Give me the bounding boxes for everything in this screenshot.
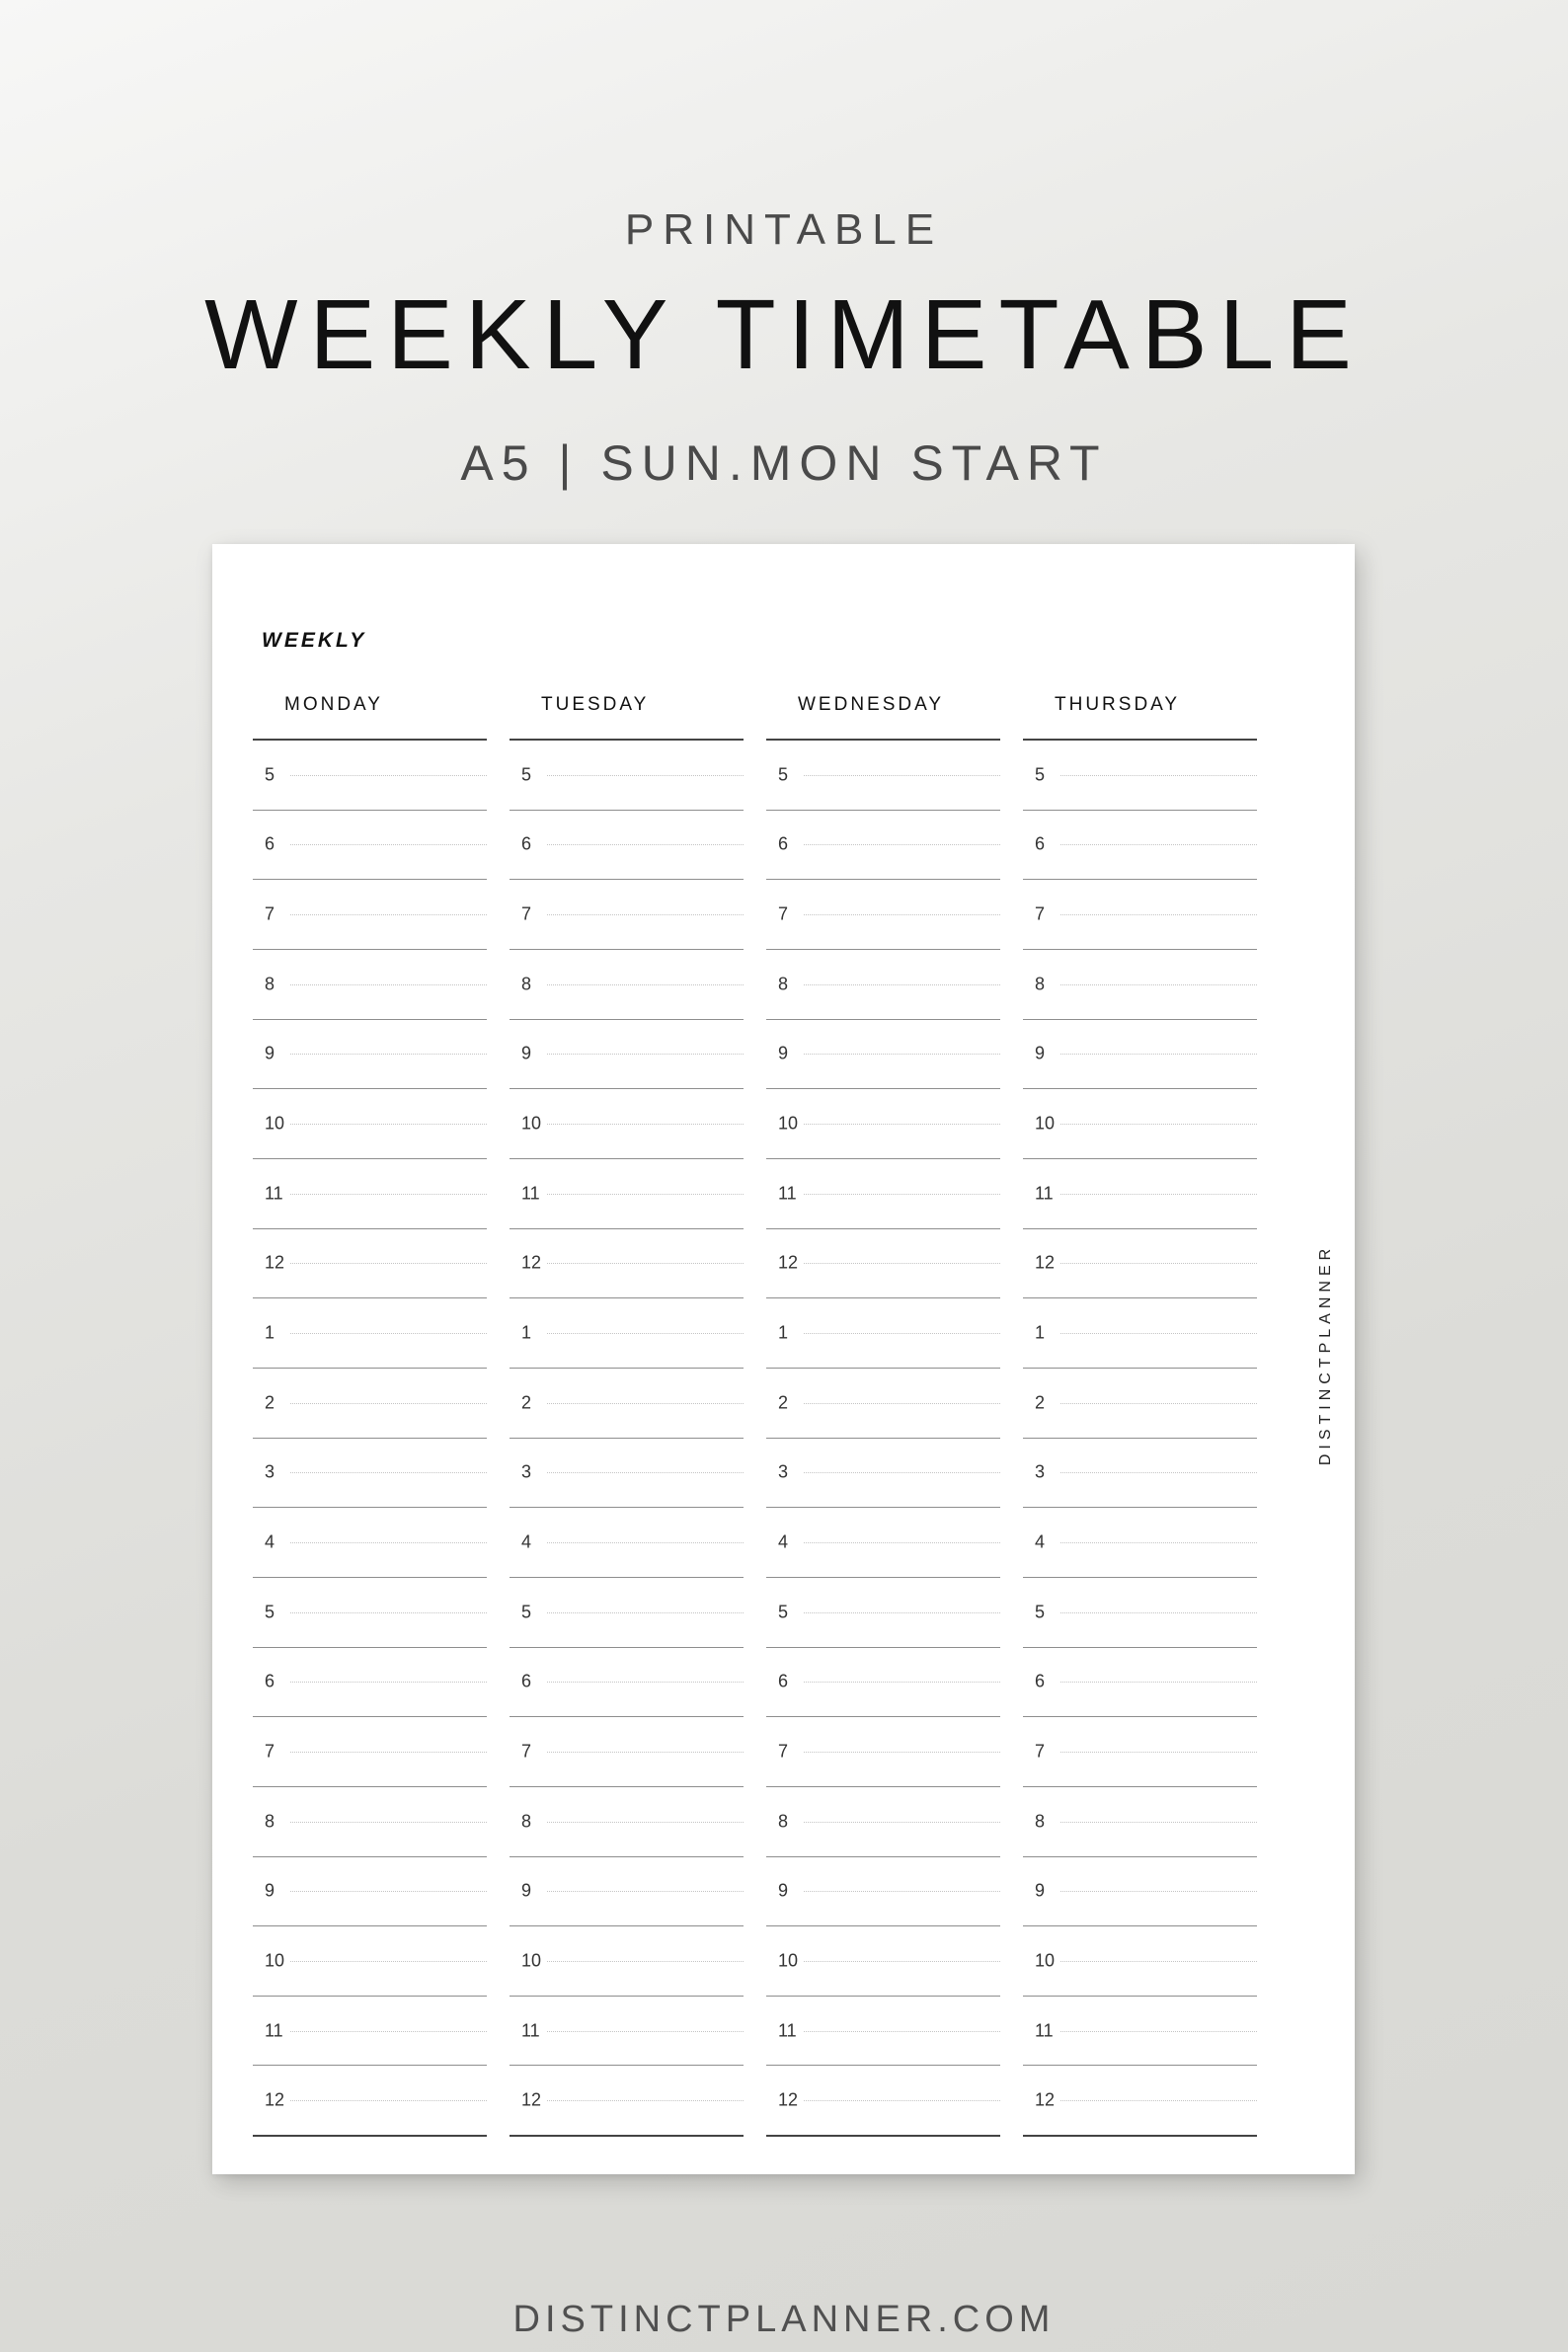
hour-slot[interactable] [510, 1508, 744, 1578]
hour-label: 11 [778, 1183, 797, 1204]
hour-slot[interactable] [253, 1159, 487, 1229]
half-hour-guide-line [290, 1263, 487, 1264]
hour-slot[interactable] [1023, 1997, 1257, 2067]
hour-slot[interactable] [253, 1020, 487, 1090]
hour-label: 7 [1035, 903, 1046, 924]
hour-label: 2 [1035, 1392, 1046, 1413]
hour-label: 5 [265, 764, 275, 785]
hour-slot[interactable] [1023, 950, 1257, 1020]
hour-slot[interactable] [766, 1578, 1000, 1648]
half-hour-guide-line [804, 1403, 1000, 1404]
half-hour-guide-line [290, 2031, 487, 2032]
hour-label: 10 [265, 1113, 285, 1134]
hour-slot[interactable] [766, 950, 1000, 1020]
hour-slot[interactable] [510, 1926, 744, 1997]
hour-label: 11 [1035, 1183, 1054, 1204]
hour-label: 3 [1035, 1461, 1046, 1482]
half-hour-guide-line [547, 1124, 744, 1125]
hour-slot[interactable] [766, 1298, 1000, 1369]
hour-label: 9 [265, 1043, 275, 1063]
hour-slot[interactable] [510, 1997, 744, 2067]
hour-label: 3 [778, 1461, 789, 1482]
day-name: THURSDAY [1055, 694, 1181, 715]
half-hour-guide-line [547, 914, 744, 915]
hour-slot[interactable] [766, 1717, 1000, 1787]
half-hour-guide-line [290, 844, 487, 845]
hour-slot[interactable] [510, 1787, 744, 1857]
half-hour-guide-line [547, 1682, 744, 1683]
half-hour-guide-line [290, 1124, 487, 1125]
hour-label: 6 [265, 1671, 275, 1691]
hour-slot[interactable] [510, 1439, 744, 1509]
hour-slot[interactable] [253, 1787, 487, 1857]
header-kicker: PRINTABLE [624, 205, 944, 254]
half-hour-guide-line [804, 844, 1000, 845]
hour-slot[interactable] [253, 1578, 487, 1648]
half-hour-guide-line [804, 1822, 1000, 1823]
half-hour-guide-line [804, 1752, 1000, 1753]
hour-slot[interactable] [253, 1926, 487, 1997]
hour-slot[interactable] [253, 1717, 487, 1787]
hour-slot[interactable] [253, 2066, 487, 2137]
half-hour-guide-line [290, 1752, 487, 1753]
half-hour-guide-line [290, 1822, 487, 1823]
half-hour-guide-line [547, 1822, 744, 1823]
hour-slot[interactable] [766, 1369, 1000, 1439]
half-hour-guide-line [1060, 1054, 1257, 1055]
half-hour-guide-line [290, 1054, 487, 1055]
hour-label: 8 [778, 974, 789, 994]
hour-slot[interactable] [253, 1997, 487, 2067]
hour-label: 10 [521, 1113, 542, 1134]
header-subtitle: A5 | SUN.MON START [460, 435, 1108, 491]
half-hour-guide-line [1060, 775, 1257, 776]
hour-label: 10 [521, 1950, 542, 1971]
half-hour-guide-line [804, 1263, 1000, 1264]
hour-label: 3 [521, 1461, 532, 1482]
half-hour-guide-line [1060, 1194, 1257, 1195]
hour-label: 11 [521, 1183, 540, 1204]
hour-slot[interactable] [766, 1159, 1000, 1229]
page-title: WEEKLY TIMETABLE [204, 279, 1364, 390]
hour-slot[interactable] [253, 1089, 487, 1159]
hour-label: 7 [265, 903, 275, 924]
hour-label: 10 [1035, 1950, 1056, 1971]
hour-slot[interactable] [510, 1020, 744, 1090]
half-hour-guide-line [290, 1194, 487, 1195]
hour-label: 11 [265, 2020, 283, 2041]
half-hour-guide-line [547, 2100, 744, 2101]
half-hour-guide-line [547, 1891, 744, 1892]
half-hour-guide-line [804, 1682, 1000, 1683]
hour-label: 5 [521, 1602, 532, 1622]
half-hour-guide-line [804, 775, 1000, 776]
half-hour-guide-line [1060, 914, 1257, 915]
hour-slot[interactable] [253, 1369, 487, 1439]
hour-label: 4 [521, 1531, 532, 1552]
day-name: MONDAY [284, 694, 383, 715]
hour-slot[interactable] [1023, 1717, 1257, 1787]
half-hour-guide-line [804, 914, 1000, 915]
hour-label: 8 [778, 1811, 789, 1832]
hour-label: 12 [265, 2089, 285, 2110]
hour-slot[interactable] [510, 1578, 744, 1648]
half-hour-guide-line [804, 1194, 1000, 1195]
hour-label: 2 [778, 1392, 789, 1413]
half-hour-guide-line [1060, 1403, 1257, 1404]
hour-slot-list [510, 741, 744, 2137]
half-hour-guide-line [1060, 1333, 1257, 1334]
half-hour-guide-line [804, 1333, 1000, 1334]
half-hour-guide-line [547, 775, 744, 776]
half-hour-guide-line [290, 1682, 487, 1683]
half-hour-guide-line [290, 2100, 487, 2101]
half-hour-guide-line [547, 1472, 744, 1473]
hour-label: 6 [1035, 833, 1046, 854]
half-hour-guide-line [290, 1333, 487, 1334]
hour-slot[interactable] [766, 2066, 1000, 2137]
hour-label: 12 [521, 1252, 542, 1273]
footer-url: DISTINCTPLANNER.COM [512, 2299, 1056, 2340]
hour-label: 7 [1035, 1741, 1046, 1762]
half-hour-guide-line [804, 1891, 1000, 1892]
hour-slot-list [253, 741, 487, 2137]
half-hour-guide-line [547, 1403, 744, 1404]
hour-label: 8 [1035, 1811, 1046, 1832]
hour-slot[interactable] [1023, 880, 1257, 950]
half-hour-guide-line [804, 1542, 1000, 1543]
hour-label: 8 [265, 974, 275, 994]
half-hour-guide-line [547, 844, 744, 845]
hour-label: 12 [778, 1252, 799, 1273]
half-hour-guide-line [804, 1961, 1000, 1962]
hour-label: 8 [265, 1811, 275, 1832]
hour-slot[interactable] [766, 1997, 1000, 2067]
half-hour-guide-line [1060, 1752, 1257, 1753]
hour-slot[interactable] [510, 2066, 744, 2137]
hour-slot[interactable] [1023, 1508, 1257, 1578]
half-hour-guide-line [804, 1612, 1000, 1613]
hour-slot[interactable] [766, 1926, 1000, 1997]
half-hour-guide-line [290, 1403, 487, 1404]
half-hour-guide-line [1060, 2100, 1257, 2101]
planner-sheet [212, 544, 1355, 2174]
hour-label: 4 [265, 1531, 275, 1552]
half-hour-guide-line [804, 984, 1000, 985]
half-hour-guide-line [1060, 1612, 1257, 1613]
day-name: TUESDAY [541, 694, 650, 715]
hour-slot-list [766, 741, 1000, 2137]
hour-label: 3 [265, 1461, 275, 1482]
hour-label: 10 [1035, 1113, 1056, 1134]
hour-label: 6 [521, 1671, 532, 1691]
hour-label: 5 [265, 1602, 275, 1622]
half-hour-guide-line [1060, 2031, 1257, 2032]
hour-label: 6 [778, 1671, 789, 1691]
hour-label: 8 [521, 1811, 532, 1832]
hour-label: 10 [265, 1950, 285, 1971]
hour-label: 11 [1035, 2020, 1054, 2041]
hour-label: 12 [521, 2089, 542, 2110]
hour-label: 12 [1035, 1252, 1056, 1273]
half-hour-guide-line [547, 1612, 744, 1613]
hour-label: 7 [778, 903, 789, 924]
half-hour-guide-line [804, 2031, 1000, 2032]
hour-label: 4 [778, 1531, 789, 1552]
half-hour-guide-line [547, 2031, 744, 2032]
hour-slot[interactable] [510, 1229, 744, 1299]
hour-slot[interactable] [253, 741, 487, 811]
half-hour-guide-line [547, 1333, 744, 1334]
half-hour-guide-line [1060, 844, 1257, 845]
half-hour-guide-line [547, 1542, 744, 1543]
hour-label: 6 [1035, 1671, 1046, 1691]
hour-slot[interactable] [766, 1229, 1000, 1299]
hour-label: 7 [521, 903, 532, 924]
hour-label: 6 [778, 833, 789, 854]
hour-label: 7 [265, 1741, 275, 1762]
hour-slot[interactable] [766, 1857, 1000, 1927]
hour-slot[interactable] [1023, 1439, 1257, 1509]
half-hour-guide-line [290, 775, 487, 776]
hour-label: 10 [778, 1113, 799, 1134]
hour-slot[interactable] [510, 880, 744, 950]
hour-slot[interactable] [253, 1648, 487, 1718]
hour-slot[interactable] [1023, 1369, 1257, 1439]
half-hour-guide-line [290, 1961, 487, 1962]
hour-slot[interactable] [766, 880, 1000, 950]
hour-slot[interactable] [1023, 1648, 1257, 1718]
hour-slot[interactable] [766, 1089, 1000, 1159]
hour-label: 9 [521, 1880, 532, 1901]
half-hour-guide-line [804, 1472, 1000, 1473]
hour-slot[interactable] [253, 1229, 487, 1299]
hour-slot[interactable] [766, 741, 1000, 811]
hour-slot[interactable] [510, 1648, 744, 1718]
hour-label: 9 [1035, 1043, 1046, 1063]
hour-slot[interactable] [1023, 1926, 1257, 1997]
half-hour-guide-line [290, 1612, 487, 1613]
hour-slot[interactable] [1023, 1787, 1257, 1857]
hour-label: 12 [778, 2089, 799, 2110]
hour-slot-list [1023, 741, 1257, 2137]
half-hour-guide-line [1060, 1682, 1257, 1683]
hour-label: 6 [265, 833, 275, 854]
half-hour-guide-line [1060, 1472, 1257, 1473]
half-hour-guide-line [1060, 1263, 1257, 1264]
sheet-heading: WEEKLY [262, 629, 367, 652]
half-hour-guide-line [1060, 1124, 1257, 1125]
half-hour-guide-line [1060, 1822, 1257, 1823]
half-hour-guide-line [547, 1054, 744, 1055]
hour-slot[interactable] [1023, 811, 1257, 881]
half-hour-guide-line [290, 984, 487, 985]
hour-slot[interactable] [510, 950, 744, 1020]
hour-slot[interactable] [766, 811, 1000, 881]
half-hour-guide-line [804, 1054, 1000, 1055]
hour-slot[interactable] [253, 950, 487, 1020]
half-hour-guide-line [290, 1891, 487, 1892]
hour-label: 9 [265, 1880, 275, 1901]
hour-slot[interactable] [510, 1369, 744, 1439]
hour-slot[interactable] [766, 1508, 1000, 1578]
hour-label: 6 [521, 833, 532, 854]
hour-label: 8 [1035, 974, 1046, 994]
hour-label: 9 [778, 1880, 789, 1901]
hour-label: 5 [1035, 1602, 1046, 1622]
half-hour-guide-line [547, 1263, 744, 1264]
hour-label: 12 [265, 1252, 285, 1273]
hour-slot[interactable] [253, 1439, 487, 1509]
hour-slot[interactable] [766, 1439, 1000, 1509]
hour-label: 9 [1035, 1880, 1046, 1901]
hour-label: 5 [1035, 764, 1046, 785]
hour-slot[interactable] [766, 1648, 1000, 1718]
hour-slot[interactable] [253, 811, 487, 881]
hour-label: 11 [778, 2020, 797, 2041]
half-hour-guide-line [1060, 1891, 1257, 1892]
hour-label: 5 [778, 1602, 789, 1622]
hour-label: 5 [778, 764, 789, 785]
hour-label: 1 [778, 1322, 789, 1343]
hour-slot[interactable] [510, 741, 744, 811]
hour-slot[interactable] [1023, 1298, 1257, 1369]
hour-slot[interactable] [1023, 1857, 1257, 1927]
hour-slot[interactable] [253, 1508, 487, 1578]
hour-label: 9 [521, 1043, 532, 1063]
hour-slot[interactable] [1023, 1159, 1257, 1229]
hour-slot[interactable] [510, 1857, 744, 1927]
hour-label: 9 [778, 1043, 789, 1063]
hour-label: 2 [265, 1392, 275, 1413]
hour-slot[interactable] [766, 1787, 1000, 1857]
half-hour-guide-line [1060, 1961, 1257, 1962]
hour-label: 7 [778, 1741, 789, 1762]
half-hour-guide-line [1060, 984, 1257, 985]
hour-slot[interactable] [510, 1159, 744, 1229]
half-hour-guide-line [1060, 1542, 1257, 1543]
day-name: WEDNESDAY [798, 694, 945, 715]
half-hour-guide-line [547, 984, 744, 985]
half-hour-guide-line [547, 1961, 744, 1962]
hour-label: 10 [778, 1950, 799, 1971]
hour-slot[interactable] [766, 1020, 1000, 1090]
hour-slot[interactable] [1023, 1578, 1257, 1648]
hour-slot[interactable] [1023, 1020, 1257, 1090]
hour-label: 12 [1035, 2089, 1056, 2110]
hour-label: 8 [521, 974, 532, 994]
half-hour-guide-line [804, 1124, 1000, 1125]
hour-slot[interactable] [1023, 2066, 1257, 2137]
hour-slot[interactable] [253, 1857, 487, 1927]
hour-slot[interactable] [1023, 1089, 1257, 1159]
hour-slot[interactable] [510, 1089, 744, 1159]
half-hour-guide-line [290, 1472, 487, 1473]
side-brand-label: DISTINCTPLANNER [1317, 1243, 1334, 1466]
half-hour-guide-line [290, 1542, 487, 1543]
hour-label: 1 [1035, 1322, 1046, 1343]
hour-label: 5 [521, 764, 532, 785]
hour-slot[interactable] [510, 811, 744, 881]
half-hour-guide-line [547, 1194, 744, 1195]
half-hour-guide-line [804, 2100, 1000, 2101]
half-hour-guide-line [547, 1752, 744, 1753]
hour-label: 1 [521, 1322, 532, 1343]
hour-label: 11 [521, 2020, 540, 2041]
hour-slot[interactable] [510, 1298, 744, 1369]
half-hour-guide-line [290, 914, 487, 915]
hour-slot[interactable] [253, 1298, 487, 1369]
hour-label: 2 [521, 1392, 532, 1413]
hour-slot[interactable] [253, 880, 487, 950]
hour-slot[interactable] [1023, 1229, 1257, 1299]
hour-label: 7 [521, 1741, 532, 1762]
hour-slot[interactable] [1023, 741, 1257, 811]
hour-label: 11 [265, 1183, 283, 1204]
hour-slot[interactable] [510, 1717, 744, 1787]
hour-label: 4 [1035, 1531, 1046, 1552]
hour-label: 1 [265, 1322, 275, 1343]
